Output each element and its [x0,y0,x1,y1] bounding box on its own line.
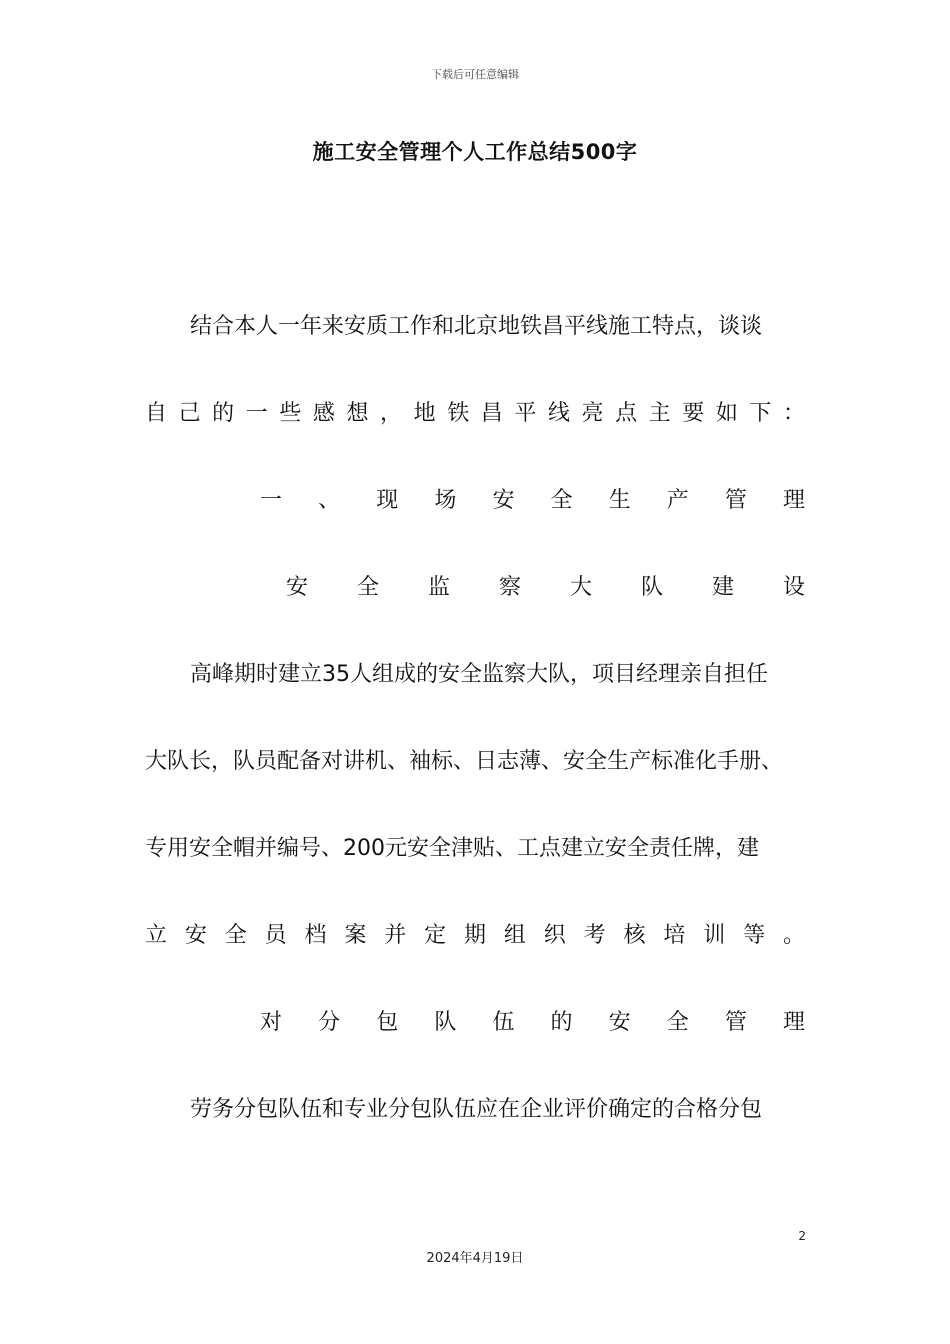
page-header-note: 下载后可任意编辑 [431,68,519,81]
document-title: 施工安全管理个人工作总结500字 [312,140,638,164]
paragraph-line-5: 专用安全帽并编号、200元安全津贴、工点建立安全责任牌，建 [145,836,759,861]
paragraph-line-2: 自 己 的 一 些 感 想 ， 地 铁 昌 平 线 亮 点 主 要 如 下 ： [145,401,805,426]
paragraph-line-3: 高峰期时建立35人组成的安全监察大队，项目经理亲自担任 [190,662,768,687]
paragraph-line-1: 结合本人一年来安质工作和北京地铁昌平线施工特点，谈谈 [190,314,763,339]
paragraph-line-6: 立 安 全 员 档 案 并 定 期 组 织 考 核 培 训 等 。 [145,923,805,948]
subsection-heading-1: 安 全 监 察 大 队 建 设 [286,575,805,600]
paragraph-line-7: 劳务分包队伍和专业分包队伍应在企业评价确定的合格分包 [190,1097,763,1122]
page-footer-date: 2024年4月19日 [426,1251,524,1266]
section-heading-1: 一 、 现 场 安 全 生 产 管 理 [260,488,805,513]
page-number: 2 [798,1229,806,1243]
subsection-heading-2: 对 分 包 队 伍 的 安 全 管 理 [260,1010,805,1035]
paragraph-line-4: 大队长，队员配备对讲机、袖标、日志薄、安全生产标准化手册、 [145,749,784,774]
